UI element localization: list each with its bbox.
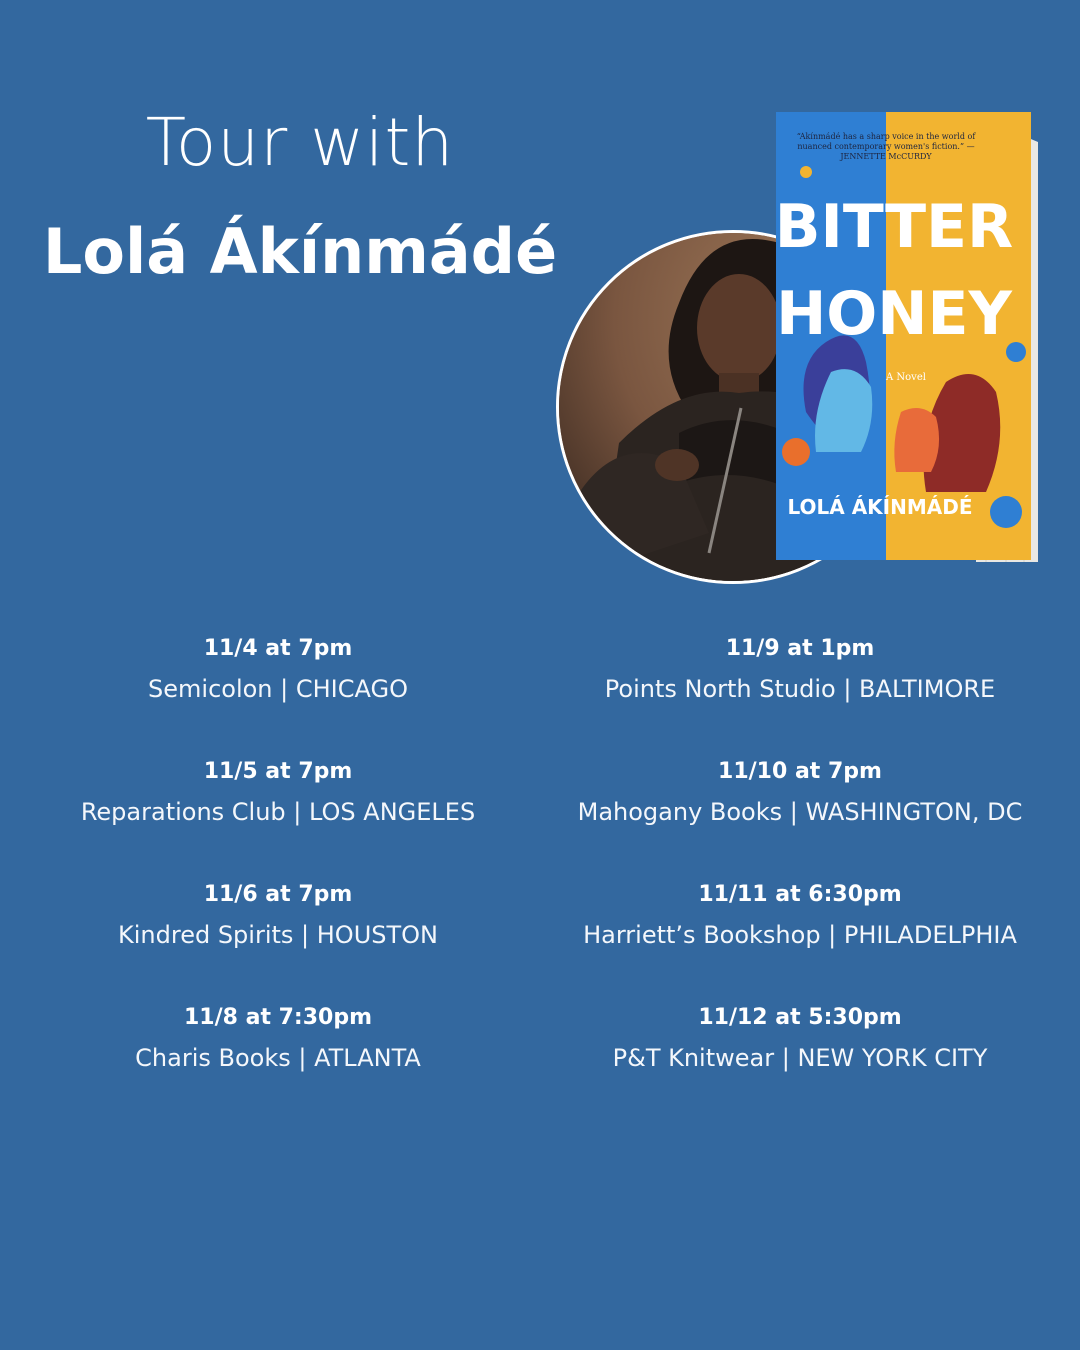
event-item <box>18 749 538 872</box>
event-date: 11/10 at 7pm <box>718 759 882 784</box>
title-author-name: Lolá Ákínmádé <box>42 215 558 288</box>
event-date: 11/5 at 7pm <box>203 759 353 784</box>
book-blurb: “Ákínmádé has a sharp voice in the world of nuanced contemporary women's fiction.” —JENNETTE McCURDY <box>796 132 976 161</box>
events-column-right <box>540 626 1060 1118</box>
book-cover-art <box>776 112 1038 562</box>
event-venue: Points North Studio | BALTIMORE <box>604 675 996 703</box>
event-venue: Semicolon | CHICAGO <box>148 675 408 703</box>
event-item <box>540 872 1060 995</box>
event-venue: P&T Knitwear | NEW YORK CITY <box>612 1044 988 1072</box>
event-venue: Harriett’s Bookshop | PHILADELPHIA <box>583 921 1017 949</box>
tour-events <box>0 626 1080 1106</box>
book-subtitle: A Novel <box>886 372 926 383</box>
events-column-left <box>18 626 538 1118</box>
event-venue: Reparations Club | LOS ANGELES <box>80 798 476 826</box>
event-item <box>18 626 538 749</box>
book-author: LOLÁ ÁKÍNMÁDÉ <box>787 495 973 519</box>
event-date: 11/8 at 7:30pm <box>183 1005 373 1030</box>
event-date: 11/9 at 1pm <box>725 636 875 661</box>
event-venue: Charis Books | ATLANTA <box>135 1044 421 1072</box>
event-item <box>540 749 1060 872</box>
event-date: 11/11 at 6:30pm <box>698 882 902 907</box>
book-title-word1: BITTER <box>776 192 1014 262</box>
book-title-word2: HONEY <box>776 279 1012 349</box>
event-item <box>18 872 538 995</box>
event-item <box>540 995 1060 1118</box>
event-date: 11/4 at 7pm <box>203 636 353 661</box>
event-venue: Kindred Spirits | HOUSTON <box>118 921 438 949</box>
event-item <box>540 626 1060 749</box>
event-date: 11/12 at 5:30pm <box>698 1005 902 1030</box>
event-item <box>18 995 538 1118</box>
event-venue: Mahogany Books | WASHINGTON, DC <box>577 798 1023 826</box>
title-tour-with: Tour with <box>145 104 455 181</box>
event-date: 11/6 at 7pm <box>203 882 353 907</box>
book-cover <box>776 112 1038 562</box>
